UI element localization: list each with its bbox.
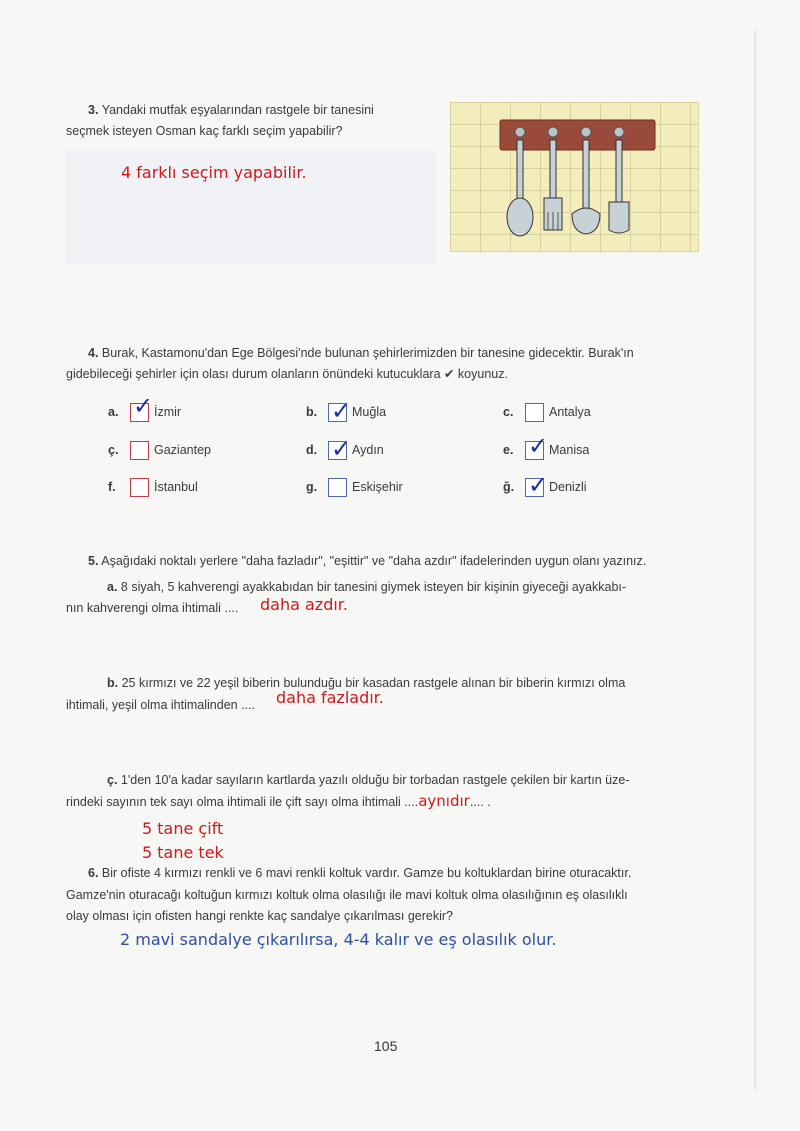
option-label-antalya: Antalya	[549, 405, 591, 419]
q5c-note-odd: 5 tane tek	[142, 843, 224, 862]
checkbox-mugla[interactable]	[328, 396, 352, 425]
q5b-answer: daha fazladır.	[276, 688, 384, 707]
checkmark-icon: ✓	[331, 396, 352, 425]
option-label-mugla: Muğla	[352, 405, 387, 419]
option-f[interactable]: f. İstanbul	[108, 476, 198, 498]
q3-line1: 3. Yandaki mutfak eşyalarından rastgele bir tanesini	[88, 103, 374, 117]
checkbox-eskisehir[interactable]	[328, 478, 347, 497]
q4-line2: gidebileceği şehirler için olası durum olanların önündeki kutucuklara ✔ koyunuz.	[66, 367, 508, 381]
checkmark-icon: ✓	[528, 470, 549, 499]
page-number: 105	[374, 1038, 398, 1054]
q5b-line2: ihtimali, yeşil olma ihtimalinden ....	[66, 698, 255, 712]
option-d[interactable]: d. ✓ Aydın	[306, 434, 384, 463]
option-g[interactable]: g. Eskişehir	[306, 476, 403, 498]
q3-line2: seçmek isteyen Osman kaç farklı seçim yapabilir?	[66, 124, 343, 138]
checkmark-icon: ✓	[331, 434, 352, 463]
checkbox-aydin[interactable]	[328, 434, 352, 463]
q3-number: 3.	[88, 103, 99, 117]
option-label-manisa: Manisa	[549, 443, 590, 457]
q5a-line2: nın kahverengi olma ihtimali ....	[66, 601, 239, 615]
option-b[interactable]: b. ✓ Muğla	[306, 396, 387, 425]
kitchen-utensils-image	[450, 102, 699, 252]
q5c-answer: aynıdır	[418, 792, 470, 810]
checkbox-manisa[interactable]	[525, 431, 549, 460]
q5c-line2: rindeki sayının tek sayı olma ihtimali ile çift sayı olma ihtimali ....aynıdır.... .	[66, 792, 491, 810]
option-label-istanbul: İstanbul	[154, 480, 198, 494]
q5a-line1: a. 8 siyah, 5 kahverengi ayakkabıdan bir tanesini giymek isteyen bir kişinin giyeceği ayakkabı-	[107, 580, 627, 594]
q4-number: 4.	[88, 346, 99, 360]
checkbox-denizli[interactable]	[525, 470, 549, 499]
q6-line1: 6. Bir ofiste 4 kırmızı renkli ve 6 mavi renkli koltuk vardır. Gamze bu koltuklardan birine oturacaktır.	[88, 866, 632, 880]
q6-answer: 2 mavi sandalye çıkarılırsa, 4-4 kalır ve eş olasılık olur.	[120, 930, 557, 949]
q5a-answer: daha azdır.	[260, 595, 348, 614]
option-g-breve[interactable]: ğ. ✓ Denizli	[503, 470, 587, 499]
q5-number: 5.	[88, 554, 99, 568]
checkbox-antalya[interactable]	[525, 403, 544, 422]
checkbox-istanbul[interactable]	[130, 478, 149, 497]
checkbox-gaziantep[interactable]	[130, 441, 149, 460]
checkmark-icon: ✓	[133, 391, 154, 420]
checkmark-icon: ✓	[528, 431, 549, 460]
option-label-eskisehir: Eskişehir	[352, 480, 403, 494]
checkbox-izmir[interactable]	[130, 391, 154, 422]
q5c-line1: ç. 1'den 10'a kadar sayıların kartlarda yazılı olduğu bir torbadan rastgele çekilen bir kartın üze-	[107, 773, 630, 787]
q5b-line1: b. 25 kırmızı ve 22 yeşil biberin bulunduğu bir kasadan rastgele alınan bir biberin kırmızı olma	[107, 676, 626, 690]
q4-line1: 4. Burak, Kastamonu'dan Ege Bölgesi'nde bulunan şehirlerimizden bir tanesine gidecektir. Burak'ın	[88, 346, 634, 360]
q6-line2: Gamze'nin oturacağı koltuğun kırmızı koltuk olma olasılığı ile mavi koltuk olma olasılığının eş olasılıklı	[66, 888, 628, 902]
option-label-denizli: Denizli	[549, 480, 587, 494]
option-e[interactable]: e. ✓ Manisa	[503, 431, 590, 460]
option-label-gaziantep: Gaziantep	[154, 443, 211, 457]
q5c-note-even: 5 tane çift	[142, 819, 224, 838]
q3-answer: 4 farklı seçim yapabilir.	[121, 163, 307, 182]
q6-number: 6.	[88, 866, 99, 880]
page-edge	[754, 30, 756, 1090]
option-c[interactable]: c. Antalya	[503, 401, 591, 423]
q5-instruction: 5. Aşağıdaki noktalı yerlere "daha fazladır", "eşittir" ve "daha azdır" ifadelerinden uygun olanı yazınız.	[88, 554, 647, 568]
option-label-aydin: Aydın	[352, 443, 384, 457]
option-c-cedilla[interactable]: ç. Gaziantep	[108, 439, 211, 461]
option-a[interactable]: a. ✓ İzmir	[108, 391, 182, 420]
q6-line3: olay olması için ofisten hangi renkte kaç sandalye çıkarılması gerekir?	[66, 909, 453, 923]
option-label-izmir: İzmir	[154, 405, 182, 419]
